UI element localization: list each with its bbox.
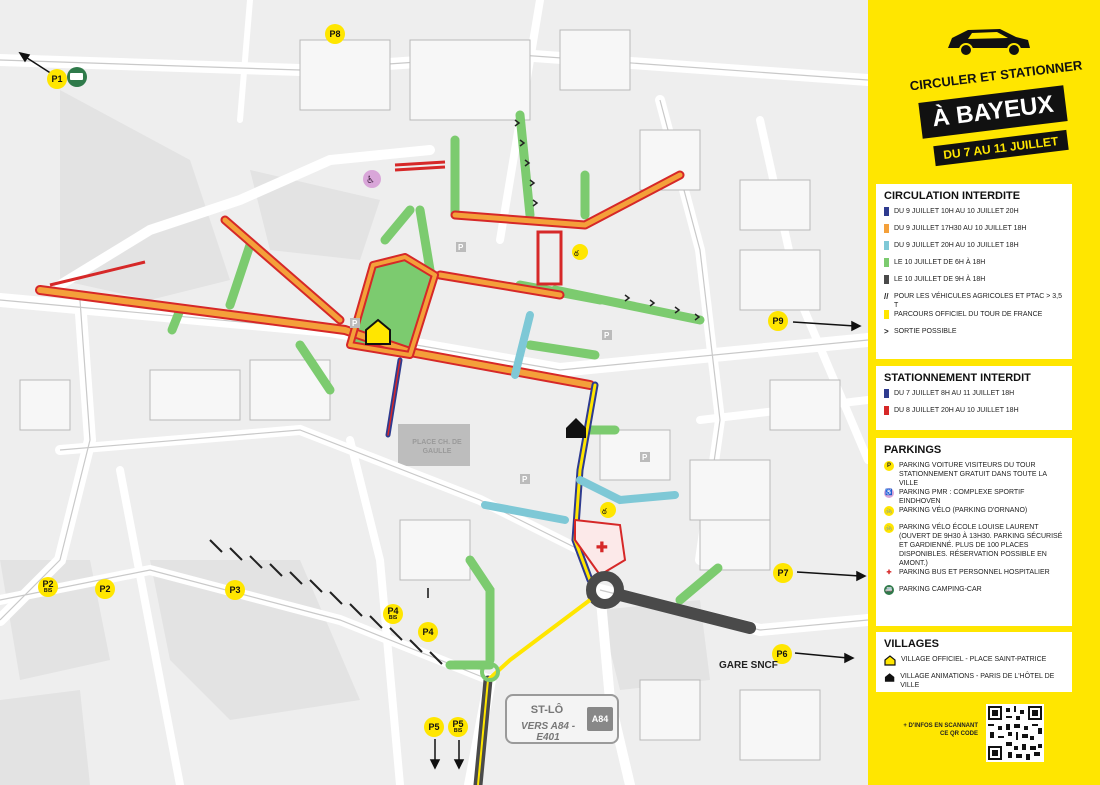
legend-label: SORTIE POSSIBLE [894,328,957,335]
st-lo-subtitle: VERS A84 - E401 [520,721,576,743]
wheelchair-icon [363,170,381,188]
bicycle-icon: 🚲 [885,525,893,531]
legend-row [884,327,1064,344]
closure-dark [478,576,750,785]
legend-label: PARKING VÉLO ÉCOLE LOUISE LAURENT (OUVERT DE 9H30 À 13H30. PARKING SÉCURISÉ ET GARDIENNÉ. PLUS DE 100 PLACES DISPONIBLES. RÉSERVATION POSSIBLE EN AMONT.) [899,524,1063,567]
legend-label: PARKING VOITURE VISITEURS DU TOUR STATIONNEMENT GRATUIT DANS TOUTE LA VILLE [899,462,1047,487]
gare-sncf-label: GARE SNCF [719,660,778,671]
parking-marker-label: P2 [42,579,54,589]
legend-label: PARKING PMR : COMPLEXE SPORTIF EINDHOVEN [899,489,1025,505]
parking-marker-label: P3 [229,584,241,595]
car-icon [942,22,1034,58]
legend-row [884,523,1064,568]
hospital-cross-icon: ✚ [596,539,608,555]
parking-marker-sub: BIS [43,588,53,594]
legend-row [884,207,1064,224]
hatched-line-icon: // [884,292,889,301]
parking-marker-label: P9 [772,315,784,326]
legend-row [884,389,1064,406]
bicycle-icon [572,244,588,260]
svg-text:♿: ♿ [366,175,375,186]
legend-heading: CIRCULATION INTERDITE [884,190,1021,202]
parking-marker-p8[interactable] [325,24,345,44]
legend-label: VILLAGE OFFICIEL - PLACE SAINT-PATRICE [901,656,1047,663]
svg-text:P: P [604,331,610,340]
legend-heading: STATIONNEMENT INTERDIT [884,372,1031,384]
title-block [886,8,1086,176]
swatch-cyan [884,241,889,250]
parking-marker-label: P4 [387,606,399,616]
legend-heading: PARKINGS [884,444,942,456]
title-line-2: À BAYEUX [918,85,1067,139]
legend-label: VILLAGE ANIMATIONS - PARIS DE L'HÔTEL DE VILLE [900,673,1055,689]
legend-row [884,655,1064,672]
legend-row [884,275,1064,292]
swatch-green [884,258,889,267]
legend-row [884,292,1064,310]
motorway-icon: A84 [587,707,613,731]
title-line-1: CIRCULER ET STATIONNER [908,57,1084,94]
svg-text:P: P [352,319,358,328]
svg-text:P: P [642,453,648,462]
svg-text:P: P [458,243,464,252]
place-de-gaulle-label: PLACE CH. DE GAULLE [412,439,462,455]
parking-marker-label: P1 [51,73,63,84]
bicycle-icon [600,502,616,518]
st-lo-sign [505,694,619,744]
legend-row [884,568,1064,585]
hospital-bus-icon: ✚ [886,570,892,576]
parking-marker-p4bis[interactable] [383,604,403,624]
parking-marker-sub: BIS [388,615,398,621]
swatch-dark [884,275,889,284]
legend-circulation [876,184,1072,359]
svg-text:P: P [522,475,528,484]
swatch-navy [884,389,889,398]
qr-caption: + D'INFOS EN SCANNANT CE QR CODE [903,723,978,737]
legend-row [884,672,1064,690]
legend-row [884,461,1064,488]
legend-label: DU 9 JUILLET 10H AU 10 JUILLET 20H [894,208,1019,215]
park-area [0,690,90,785]
wheelchair-icon: ♿ [885,490,893,496]
title-dates: DU 7 AU 11 JUILLET [933,130,1068,166]
legend-label: PARKING VÉLO (PARKING D'ORNANO) [899,507,1028,514]
svg-text:ఠ: ఠ [574,249,579,258]
parking-marker-label: P7 [777,567,789,578]
legend-label: PARKING BUS ET PERSONNEL HOSPITALIER [899,569,1050,576]
village-animations-icon [566,418,586,438]
parking-marker-p7[interactable] [773,563,793,583]
qr-code-icon[interactable] [986,704,1044,762]
parking-marker-label: P5 [428,721,440,732]
legend-row [884,585,1064,602]
parking-marker-p1[interactable] [47,69,67,89]
legend-label: DU 9 JUILLET 20H AU 10 JUILLET 18H [894,242,1019,249]
legend-row [884,241,1064,258]
st-lo-title: ST-LÔ [530,704,564,716]
parking-marker-p4[interactable] [418,622,438,642]
parking-marker-label: P6 [776,648,788,659]
legend-label: DU 9 JUILLET 17H30 AU 10 JUILLET 18H [894,225,1027,232]
parking-marker-p9[interactable] [768,311,788,331]
legend-label: PARKING CAMPING-CAR [899,586,982,593]
chevron-right-icon: > [884,327,889,336]
legend-row [884,488,1064,506]
parking-marker-label: P8 [329,28,341,39]
parking-marker-sub: BIS [453,728,463,734]
legend-panel [868,0,1100,785]
swatch-red [884,406,889,415]
parking-icon: P [884,461,894,471]
park-area [150,560,360,720]
legend-label: LE 10 JUILLET DE 6H À 18H [894,259,986,266]
legend-stationnement [876,366,1072,430]
legend-heading: VILLAGES [884,638,940,650]
legend-row [884,258,1064,275]
legend-label: PARCOURS OFFICIEL DU TOUR DE FRANCE [894,311,1043,318]
legend-parkings [876,438,1072,626]
camper-icon: 🚐 [885,587,893,593]
svg-text:ఠ: ఠ [602,507,607,516]
legend-row [884,310,1064,327]
house-black-icon [884,672,895,683]
legend-row [884,406,1064,423]
legend-label: DU 7 JUILLET 8H AU 11 JUILLET 18H [894,390,1015,397]
legend-label: LE 10 JUILLET DE 9H À 18H [894,276,986,283]
house-yellow-icon [884,655,896,666]
parking-marker-p5bis[interactable] [448,717,468,737]
parking-marker-label: P5 [452,719,464,729]
parking-marker-p2[interactable] [95,579,115,599]
legend-row [884,224,1064,241]
camper-icon [67,67,87,87]
swatch-navy [884,207,889,216]
swatch-yellow [884,310,889,319]
bicycle-icon: 🚲 [885,508,893,514]
parking-marker-p3[interactable] [225,580,245,600]
parking-marker-label: P4 [422,626,434,637]
parking-marker-p5[interactable] [424,717,444,737]
qr-section [894,704,1074,764]
legend-label: POUR LES VÉHICULES AGRICOLES ET PTAC > 3,5 T [894,293,1062,309]
parking-marker-label: P2 [99,583,111,594]
legend-label: DU 8 JUILLET 20H AU 10 JUILLET 18H [894,407,1019,414]
parking-marker-p2bis[interactable] [38,577,58,597]
swatch-orange [884,224,889,233]
legend-row [884,506,1064,523]
legend-villages [876,632,1072,692]
